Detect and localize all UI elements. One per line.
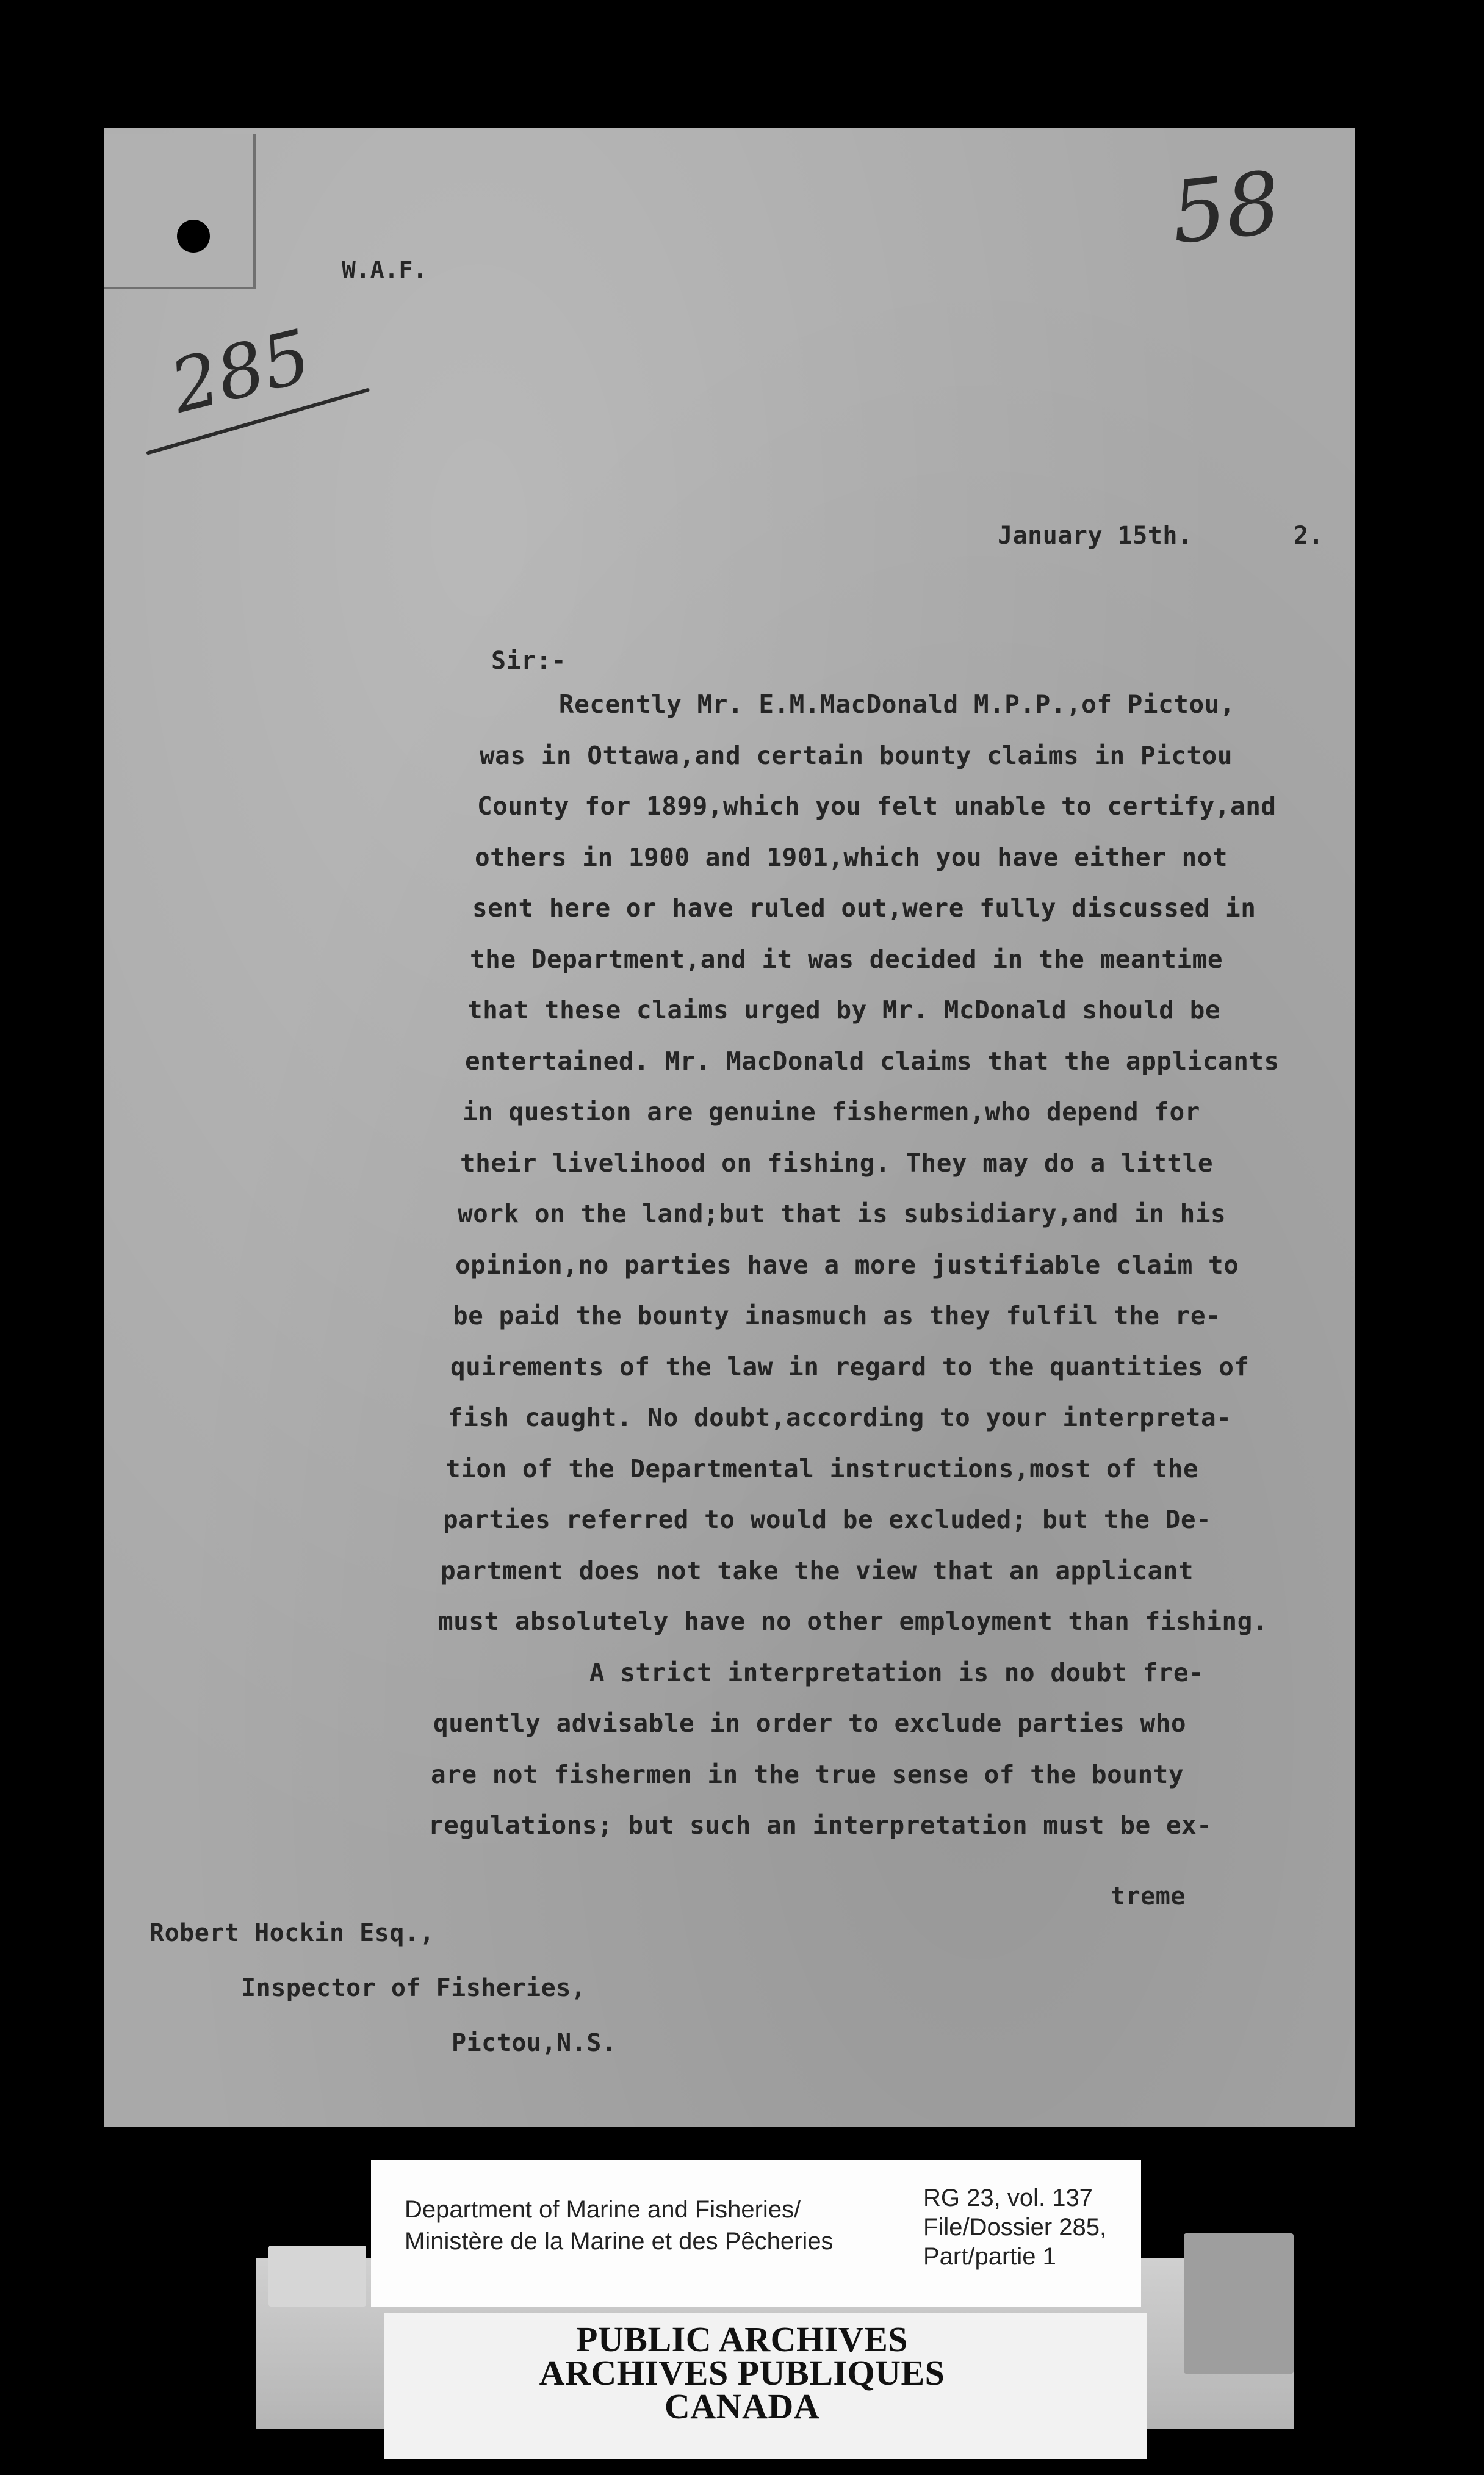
stamp-line-2: ARCHIVES PUBLIQUES [539,2353,945,2393]
body-line: their livelihood on fishing. They may do a little [460,1148,1214,1178]
handwritten-file-number: 285 [162,314,319,430]
archive-reference-label [371,2160,1141,2307]
corner-fastener-tab [104,134,256,289]
catchword: treme [1111,1882,1186,1911]
file-number: File/Dossier 285, [923,2214,1107,2241]
body-line: be paid the bounty inasmuch as they fulfil the re- [453,1301,1222,1330]
body-line: Recently Mr. E.M.MacDonald M.P.P.,of Pictou, [482,690,1236,719]
body-line: work on the land;but that is subsidiary,and in his [458,1199,1226,1228]
body-line: was in Ottawa,and certain bounty claims in Pictou [480,740,1233,770]
body-line: in question are genuine fishermen,who depend for [463,1097,1200,1126]
department-fr: Ministère de la Marine et des Pêcheries [405,2228,834,2255]
body-line: County for 1899,which you felt unable to certify,and [477,791,1277,821]
department-en: Department of Marine and Fisheries/ [405,2196,801,2223]
stamp-line-3: CANADA [664,2387,820,2426]
body-line: others in 1900 and 1901,which you have either not [475,842,1228,872]
body-line: that these claims urged by Mr. McDonald should be [467,995,1221,1025]
body-line: fish caught. No doubt,according to your interpreta- [448,1403,1232,1432]
punch-hole [177,220,210,253]
body-line: are not fishermen in the true sense of the bounty [431,1759,1184,1789]
addressee-name: Robert Hockin Esq., [149,1919,435,1947]
stamp-left-tab [268,2246,366,2307]
date-line: January 15th. [998,522,1193,550]
body-line: sent here or have ruled out,were fully discussed in [472,893,1256,923]
addressee-title: Inspector of Fisheries, [241,1974,586,2002]
record-group: RG 23, vol. 137 [923,2185,1093,2211]
stamp-line-1: PUBLIC ARCHIVES [575,2319,909,2359]
body-line: the Department,and it was decided in the meantime [470,944,1223,974]
body-line: opinion,no parties have a more justifiable claim to [455,1250,1239,1280]
addressee-place: Pictou,N.S. [452,2029,617,2057]
body-line: quirements of the law in regard to the quantities of [450,1352,1250,1382]
body-line: parties referred to would be excluded; but the De- [443,1505,1212,1534]
page-marker: 2. [1294,522,1324,550]
initials: W.A.F. [342,256,428,283]
letter-page [104,128,1355,2127]
part-number: Part/partie 1 [923,2243,1056,2270]
department-names [405,2194,834,2257]
salutation: Sir:- [491,647,566,675]
body-line: tion of the Departmental instructions,most of the [445,1454,1199,1483]
record-reference [923,2183,1106,2271]
body-line: A strict interpretation is no doubt fre- [436,1657,1205,1687]
handwritten-page-number: 58 [1166,153,1286,264]
body-line: entertained. Mr. MacDonald claims that the applicants [465,1046,1280,1076]
body-line: partment does not take the view that an applicant [441,1555,1194,1585]
body-line: quently advisable in order to exclude parties who [433,1709,1187,1738]
body-line: must absolutely have no other employment than fishing. [438,1607,1268,1636]
body-line: regulations; but such an interpretation must be ex- [428,1810,1212,1840]
